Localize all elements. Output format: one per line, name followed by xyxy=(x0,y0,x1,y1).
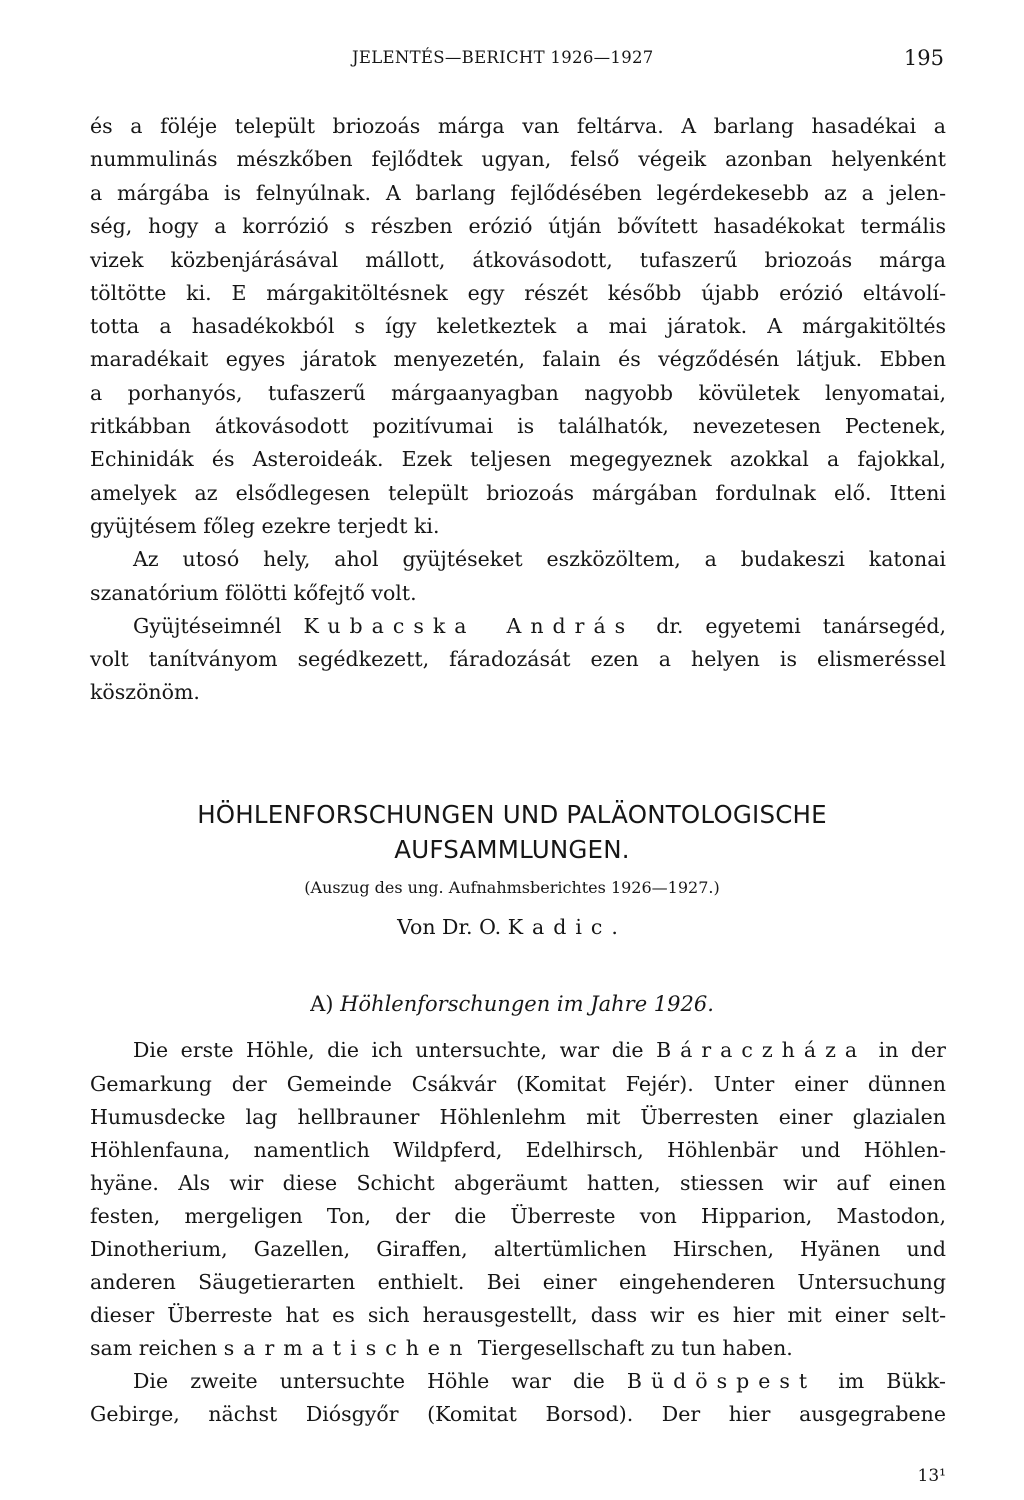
body-line: gyüjtésem főleg ezekre terjedt ki. xyxy=(90,514,440,538)
author-name: Kadic. xyxy=(507,915,627,939)
section-title: Höhlenforschungen im Jahre 1926. xyxy=(340,992,714,1016)
body-line: a márgába is felnyúlnak. A barlang fejlődésében legérdekesebb az a jelen- xyxy=(90,181,946,205)
body-line: volt tanítványom segédkezett, fáradozását ezen a helyen is elismeréssel xyxy=(90,647,946,671)
body-line: hyäne. Als wir diese Schicht abgeräumt hatten, stiessen wir auf einen xyxy=(90,1171,946,1195)
body-line: Gebirge, nächst Diósgyőr (Komitat Borsod). Der hier ausgegrabene xyxy=(90,1402,946,1426)
body-line: Echinidák és Asteroideák. Ezek teljesen megegyeznek azokkal a fajokkal, xyxy=(90,447,946,471)
text-run: dr. egyetemi tanársegéd, xyxy=(634,614,946,638)
section-label: A) xyxy=(310,992,341,1016)
body-line xyxy=(90,1335,946,1361)
body-line xyxy=(133,1368,946,1394)
text-run: Die erste Höhle, die ich untersuchte, war die xyxy=(133,1038,657,1062)
body-line: nummulinás mészkőben fejlődtek ugyan, felső végeik azonban helyenként xyxy=(90,147,946,171)
body-line: Gemarkung der Gemeinde Csákvár (Komitat Fejér). Unter einer dünnen xyxy=(90,1072,946,1096)
body-line: maradékait egyes járatok menyezetén, falain és végződésén látjuk. Ebben xyxy=(90,347,946,371)
body-line: szanatórium fölötti kőfejtő volt. xyxy=(90,581,417,605)
body-line xyxy=(133,613,946,639)
body-line: amelyek az elsődlegesen települt briozoás márgában fordulnak elő. Itteni xyxy=(90,481,946,505)
place-name: Báraczháza xyxy=(656,1038,867,1062)
text-run: Gyüjtéseimnél xyxy=(133,614,304,638)
author-prefix: Von Dr. O. xyxy=(397,915,508,939)
article-author xyxy=(0,915,1024,939)
body-line: anderen Säugetierarten enthielt. Bei einer eingehenderen Untersuchung xyxy=(90,1270,946,1294)
body-line: köszönöm. xyxy=(90,680,200,704)
article-title-line-2: AUFSAMMLUNGEN. xyxy=(394,835,630,864)
text-run: in der xyxy=(866,1038,946,1062)
article-title-line-1: HÖHLENFORSCHUNGEN UND PALÄONTOLOGISCHE xyxy=(197,800,827,829)
body-line: a porhanyós, tufaszerű márgaanyagban nagyobb kövületek lenyomatai, xyxy=(90,381,946,405)
text-run: sam reichen xyxy=(90,1336,224,1360)
text-run: Tiergesellschaft zu tun haben. xyxy=(471,1336,793,1360)
body-line: ség, hogy a korrózió s részben erózió útján bővített hasadékokat termális xyxy=(90,214,946,238)
body-line: Höhlenfauna, namentlich Wildpferd, Edelhirsch, Höhlenbär und Höhlen- xyxy=(90,1138,946,1162)
page-number: 195 xyxy=(903,46,944,70)
body-line: dieser Überreste hat es sich herausgestellt, dass wir es hier mit einer selt- xyxy=(90,1303,946,1327)
body-line: totta a hasadékokból s így keletkeztek a mai járatok. A márgakitöltés xyxy=(90,314,946,338)
running-header xyxy=(0,46,1024,72)
text-run: Die zweite untersuchte Höhle war die xyxy=(133,1369,627,1393)
place-name: Büdöspest xyxy=(626,1369,817,1393)
running-title: JELENTÉS—BERICHT 1926—1927 xyxy=(352,48,654,67)
body-line: Humusdecke lag hellbrauner Höhlenlehm mit Überresten einer glazialen xyxy=(90,1105,946,1129)
body-line: festen, mergeligen Ton, der die Überreste von Hipparion, Mastodon, xyxy=(90,1204,946,1228)
body-line xyxy=(133,1037,946,1063)
emphasized-word: sarmatischen xyxy=(223,1336,472,1360)
body-line: és a föléje települt briozoás márga van feltárva. A barlang hasadékai a xyxy=(90,114,946,138)
body-line: ritkábban átkovásodott pozitívumai is találhatók, nevezetesen Pectenek, xyxy=(90,414,946,438)
person-name: Kubacska András xyxy=(303,614,635,638)
section-heading xyxy=(0,992,1024,1016)
text-run: im Bükk- xyxy=(816,1369,946,1393)
body-line: vizek közbenjárásával mállott, átkovásodott, tufaszerű briozoás márga xyxy=(90,248,946,272)
signature-mark: 13¹ xyxy=(917,1466,946,1486)
body-line: töltötte ki. E márgakitöltésnek egy részét később újabb erózió eltávolí- xyxy=(90,281,946,305)
body-line: Az utosó hely, ahol gyüjtéseket eszközöltem, a budakeszi katonai xyxy=(133,547,946,571)
body-line: Dinotherium, Gazellen, Giraffen, altertümlichen Hirschen, Hyänen und xyxy=(90,1237,946,1261)
article-subtitle: (Auszug des ung. Aufnahmsberichtes 1926—1927.) xyxy=(304,878,720,897)
